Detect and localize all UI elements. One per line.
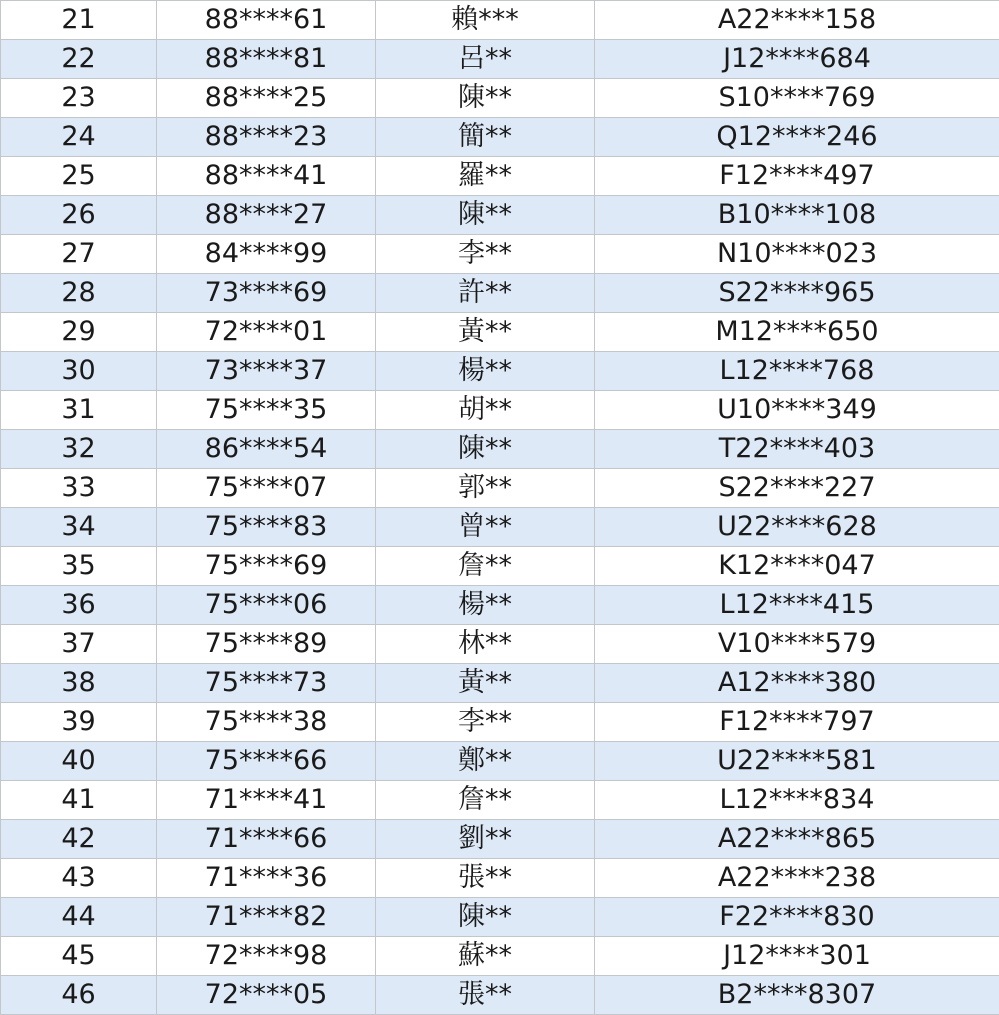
cell-row-number[interactable]: 43 xyxy=(1,859,157,898)
table-row xyxy=(1,820,999,859)
table-row xyxy=(1,742,999,781)
table-row xyxy=(1,898,999,937)
table-row xyxy=(1,118,999,157)
cell-row-number[interactable]: 41 xyxy=(1,781,157,820)
cell-row-number[interactable]: 28 xyxy=(1,274,157,313)
cell-masked-id[interactable]: B10****108 xyxy=(595,196,999,235)
table-row xyxy=(1,313,999,352)
cell-masked-id[interactable]: A22****158 xyxy=(595,1,999,40)
cell-masked-id[interactable]: S22****965 xyxy=(595,274,999,313)
cell-masked-id[interactable]: N10****023 xyxy=(595,235,999,274)
table-row xyxy=(1,859,999,898)
table-row xyxy=(1,79,999,118)
cell-masked-name[interactable]: 詹** xyxy=(376,781,595,820)
cell-masked-id[interactable]: J12****684 xyxy=(595,40,999,79)
cell-masked-name[interactable]: 林** xyxy=(376,625,595,664)
cell-masked-id[interactable]: U22****628 xyxy=(595,508,999,547)
cell-masked-name[interactable]: 簡** xyxy=(376,118,595,157)
table-row xyxy=(1,976,999,1015)
cell-masked-id[interactable]: U10****349 xyxy=(595,391,999,430)
cell-masked-id[interactable]: F12****797 xyxy=(595,703,999,742)
cell-masked-code[interactable]: 88****27 xyxy=(157,196,376,235)
cell-masked-name[interactable]: 張** xyxy=(376,859,595,898)
cell-row-number[interactable]: 23 xyxy=(1,79,157,118)
cell-masked-id[interactable]: Q12****246 xyxy=(595,118,999,157)
cell-masked-id[interactable]: S10****769 xyxy=(595,79,999,118)
cell-masked-code[interactable]: 72****01 xyxy=(157,313,376,352)
cell-masked-name[interactable]: 陳** xyxy=(376,79,595,118)
cell-row-number[interactable]: 42 xyxy=(1,820,157,859)
cell-masked-code[interactable]: 88****25 xyxy=(157,79,376,118)
cell-row-number[interactable]: 37 xyxy=(1,625,157,664)
cell-row-number[interactable]: 26 xyxy=(1,196,157,235)
cell-masked-id[interactable]: V10****579 xyxy=(595,625,999,664)
cell-masked-code[interactable]: 72****98 xyxy=(157,937,376,976)
table-row xyxy=(1,391,999,430)
cell-row-number[interactable]: 24 xyxy=(1,118,157,157)
table-row xyxy=(1,196,999,235)
cell-masked-name[interactable]: 郭** xyxy=(376,469,595,508)
cell-row-number[interactable]: 29 xyxy=(1,313,157,352)
cell-masked-code[interactable]: 71****82 xyxy=(157,898,376,937)
cell-row-number[interactable]: 38 xyxy=(1,664,157,703)
table-row xyxy=(1,274,999,313)
cell-masked-name[interactable]: 黃** xyxy=(376,664,595,703)
cell-masked-name[interactable]: 許** xyxy=(376,274,595,313)
cell-masked-name[interactable]: 蘇** xyxy=(376,937,595,976)
cell-masked-id[interactable]: M12****650 xyxy=(595,313,999,352)
cell-masked-name[interactable]: 李** xyxy=(376,703,595,742)
cell-masked-code[interactable]: 75****38 xyxy=(157,703,376,742)
cell-masked-name[interactable]: 羅** xyxy=(376,157,595,196)
cell-masked-code[interactable]: 71****36 xyxy=(157,859,376,898)
cell-row-number[interactable]: 36 xyxy=(1,586,157,625)
cell-masked-id[interactable]: T22****403 xyxy=(595,430,999,469)
table-row xyxy=(1,469,999,508)
cell-row-number[interactable]: 32 xyxy=(1,430,157,469)
cell-masked-code[interactable]: 75****69 xyxy=(157,547,376,586)
cell-row-number[interactable]: 22 xyxy=(1,40,157,79)
cell-row-number[interactable]: 31 xyxy=(1,391,157,430)
cell-masked-id[interactable]: K12****047 xyxy=(595,547,999,586)
table-row xyxy=(1,40,999,79)
cell-row-number[interactable]: 25 xyxy=(1,157,157,196)
cell-masked-code[interactable]: 75****66 xyxy=(157,742,376,781)
cell-masked-code[interactable]: 88****61 xyxy=(157,1,376,40)
cell-masked-id[interactable]: L12****768 xyxy=(595,352,999,391)
cell-masked-code[interactable]: 71****41 xyxy=(157,781,376,820)
cell-masked-code[interactable]: 88****81 xyxy=(157,40,376,79)
cell-masked-id[interactable]: S22****227 xyxy=(595,469,999,508)
table-row xyxy=(1,586,999,625)
table-row xyxy=(1,352,999,391)
table-row xyxy=(1,625,999,664)
table-row xyxy=(1,157,999,196)
cell-row-number[interactable]: 33 xyxy=(1,469,157,508)
cell-masked-name[interactable]: 陳** xyxy=(376,898,595,937)
table-row xyxy=(1,664,999,703)
cell-masked-name[interactable]: 胡** xyxy=(376,391,595,430)
cell-row-number[interactable]: 46 xyxy=(1,976,157,1015)
cell-masked-id[interactable]: U22****581 xyxy=(595,742,999,781)
cell-masked-name[interactable]: 陳** xyxy=(376,196,595,235)
cell-masked-code[interactable]: 84****99 xyxy=(157,235,376,274)
cell-masked-id[interactable]: A22****865 xyxy=(595,820,999,859)
cell-masked-code[interactable]: 71****66 xyxy=(157,820,376,859)
cell-masked-id[interactable]: A22****238 xyxy=(595,859,999,898)
cell-masked-code[interactable]: 88****23 xyxy=(157,118,376,157)
cell-masked-code[interactable]: 75****83 xyxy=(157,508,376,547)
table-row xyxy=(1,937,999,976)
cell-masked-id[interactable]: L12****834 xyxy=(595,781,999,820)
cell-masked-name[interactable]: 楊** xyxy=(376,586,595,625)
cell-masked-id[interactable]: B2****8307 xyxy=(595,976,999,1015)
cell-masked-name[interactable]: 張** xyxy=(376,976,595,1015)
table-row xyxy=(1,508,999,547)
cell-masked-name[interactable]: 鄭** xyxy=(376,742,595,781)
cell-masked-id[interactable]: F12****497 xyxy=(595,157,999,196)
cell-masked-name[interactable]: 賴*** xyxy=(376,1,595,40)
table-row xyxy=(1,781,999,820)
cell-masked-code[interactable]: 72****05 xyxy=(157,976,376,1015)
cell-masked-id[interactable]: J12****301 xyxy=(595,937,999,976)
cell-row-number[interactable]: 30 xyxy=(1,352,157,391)
cell-masked-name[interactable]: 劉** xyxy=(376,820,595,859)
cell-masked-name[interactable]: 曾** xyxy=(376,508,595,547)
cell-masked-code[interactable]: 75****35 xyxy=(157,391,376,430)
cell-masked-id[interactable]: L12****415 xyxy=(595,586,999,625)
cell-row-number[interactable]: 21 xyxy=(1,1,157,40)
cell-masked-code[interactable]: 75****89 xyxy=(157,625,376,664)
cell-masked-code[interactable]: 75****73 xyxy=(157,664,376,703)
cell-row-number[interactable]: 34 xyxy=(1,508,157,547)
cell-masked-code[interactable]: 73****69 xyxy=(157,274,376,313)
cell-row-number[interactable]: 35 xyxy=(1,547,157,586)
cell-masked-name[interactable]: 黃** xyxy=(376,313,595,352)
table-row xyxy=(1,430,999,469)
cell-masked-code[interactable]: 75****06 xyxy=(157,586,376,625)
cell-row-number[interactable]: 44 xyxy=(1,898,157,937)
cell-row-number[interactable]: 45 xyxy=(1,937,157,976)
cell-row-number[interactable]: 39 xyxy=(1,703,157,742)
cell-masked-code[interactable]: 73****37 xyxy=(157,352,376,391)
table-row xyxy=(1,235,999,274)
cell-row-number[interactable]: 27 xyxy=(1,235,157,274)
table-row xyxy=(1,703,999,742)
cell-masked-code[interactable]: 75****07 xyxy=(157,469,376,508)
cell-masked-id[interactable]: F22****830 xyxy=(595,898,999,937)
cell-row-number[interactable]: 40 xyxy=(1,742,157,781)
table-body xyxy=(1,1,999,1015)
cell-masked-code[interactable]: 88****41 xyxy=(157,157,376,196)
cell-masked-name[interactable]: 陳** xyxy=(376,430,595,469)
cell-masked-name[interactable]: 詹** xyxy=(376,547,595,586)
cell-masked-name[interactable]: 李** xyxy=(376,235,595,274)
cell-masked-id[interactable]: A12****380 xyxy=(595,664,999,703)
cell-masked-name[interactable]: 楊** xyxy=(376,352,595,391)
cell-masked-name[interactable]: 呂** xyxy=(376,40,595,79)
table-row xyxy=(1,1,999,40)
cell-masked-code[interactable]: 86****54 xyxy=(157,430,376,469)
table-row xyxy=(1,547,999,586)
